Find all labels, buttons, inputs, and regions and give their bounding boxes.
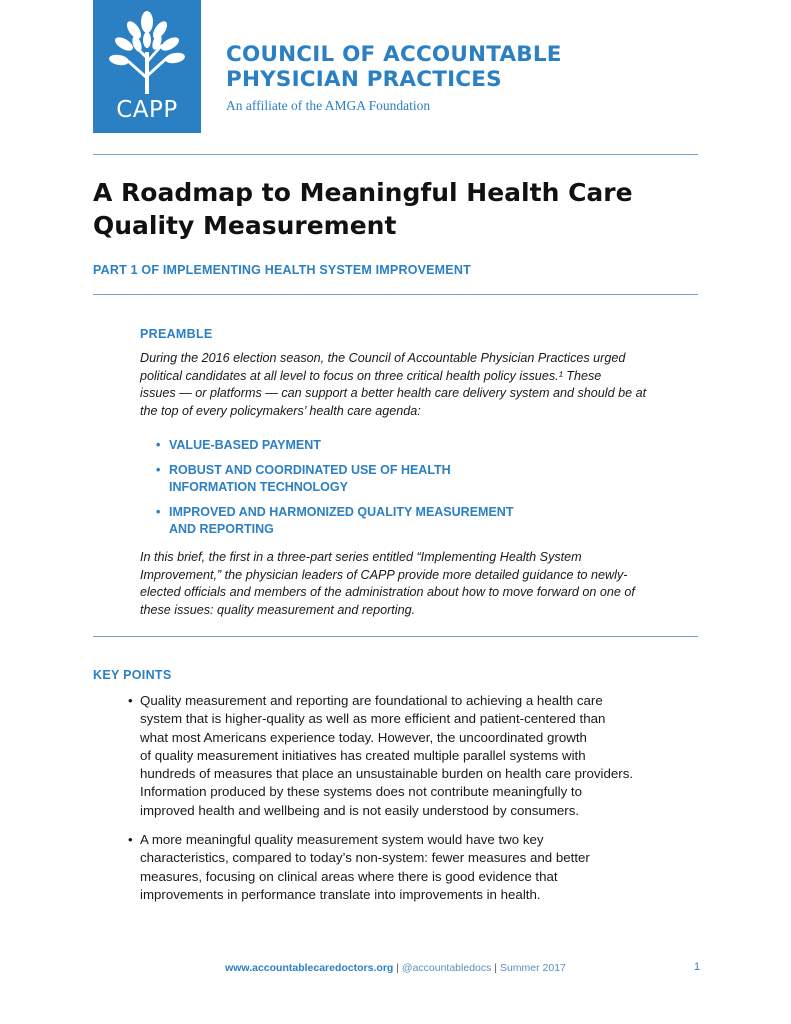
footer-separator: | [494,962,498,974]
footer-handle: @accountabledocs [401,962,492,974]
brief-line: Improvement,” the physician leaders of CAPP provide more detailed guidance to newly- [140,567,628,582]
key-point-item [128,692,648,820]
key-point-item [128,831,648,904]
tree-icon [107,10,187,96]
key-point-line: improved health and wellbeing and is not easily understood by consumers. [140,802,580,818]
platform-item-text: INFORMATION TECHNOLOGY [169,480,348,494]
key-point-line: measures, focusing on clinical areas where there is good evidence that [140,868,558,884]
divider-top [93,154,698,155]
preamble-line: political candidates at all level to focus on three critical health policy issues.¹ These [140,368,602,383]
brief-line: these issues: quality measurement and reporting. [140,602,416,617]
key-point-line: A more meaningful quality measurement system would have two key [140,832,544,847]
preamble-heading: PREAMBLE [140,327,213,341]
platform-item [156,437,513,454]
preamble-paragraph [140,350,660,420]
footer-date: Summer 2017 [499,962,566,974]
bullet-dot: • [128,693,133,708]
bullet-dot: • [156,463,161,477]
key-point-line: characteristics, compared to today’s non-system: fewer measures and better [140,850,590,866]
preamble-line: During the 2016 election season, the Council of Accountable Physician Practices urged [140,351,626,365]
platform-item-text: IMPROVED AND HARMONIZED QUALITY MEASUREMENT [169,505,514,519]
capp-logo [93,0,201,133]
key-point-line: Quality measurement and reporting are foundational to achieving a health care [140,693,603,708]
affiliate-tagline: An affiliate of the AMGA Foundation [226,98,431,113]
preamble-line: the top of every policymakers’ health care agenda: [140,403,421,418]
divider-preamble [93,636,698,637]
bullet-dot: • [156,438,161,452]
page-title [93,176,703,242]
platform-item-text: AND REPORTING [169,522,274,536]
key-point-line: hundreds of measures that place an unsustainable burden on health care providers. [140,766,634,782]
brief-paragraph [140,549,660,619]
org-name-line2: PHYSICIAN PRACTICES [226,67,502,92]
divider-subtitle [93,294,698,295]
bullet-dot: • [128,832,133,847]
logo-acronym: CAPP [116,97,178,123]
preamble-line: issues — or platforms — can support a better health care delivery system and should be at [140,386,647,400]
title-line2: Quality Measurement [93,211,397,240]
brief-line: In this brief, the first in a three-part series entitled “Implementing Health System [140,550,582,564]
brief-line: elected officials and members of the administration about how to move forward on one of [140,585,635,599]
org-name-line1: COUNCIL OF ACCOUNTABLE [226,42,562,67]
key-points-heading: KEY POINTS [93,668,172,682]
key-point-line: of quality measurement initiatives has created multiple parallel systems with [140,747,586,763]
page-footer [0,962,791,974]
platform-item [156,504,513,538]
key-point-line: Information produced by these systems does not contribute meaningfully to [140,784,582,800]
platform-item-text: VALUE-BASED PAYMENT [169,438,321,452]
title-line1: A Roadmap to Meaningful Health Care [93,178,633,207]
bullet-dot: • [156,505,161,519]
key-point-line: what most Americans experience today. However, the uncoordinated growth [140,729,587,745]
platform-item-text: ROBUST AND COORDINATED USE OF HEALTH [169,463,451,477]
footer-website-link[interactable]: www.accountablecaredoctors.org [225,962,394,974]
footer-separator: | [396,962,399,974]
page-number: 1 [694,961,701,973]
org-name [226,42,562,92]
platform-item [156,462,513,496]
page-subtitle: PART 1 OF IMPLEMENTING HEALTH SYSTEM IMPROVEMENT [93,263,471,277]
platform-list [156,437,513,546]
key-point-line: improvements in performance translate into improvements in health. [140,886,541,902]
key-point-line: system that is higher-quality as well as more efficient and patient-centered than [140,711,606,727]
